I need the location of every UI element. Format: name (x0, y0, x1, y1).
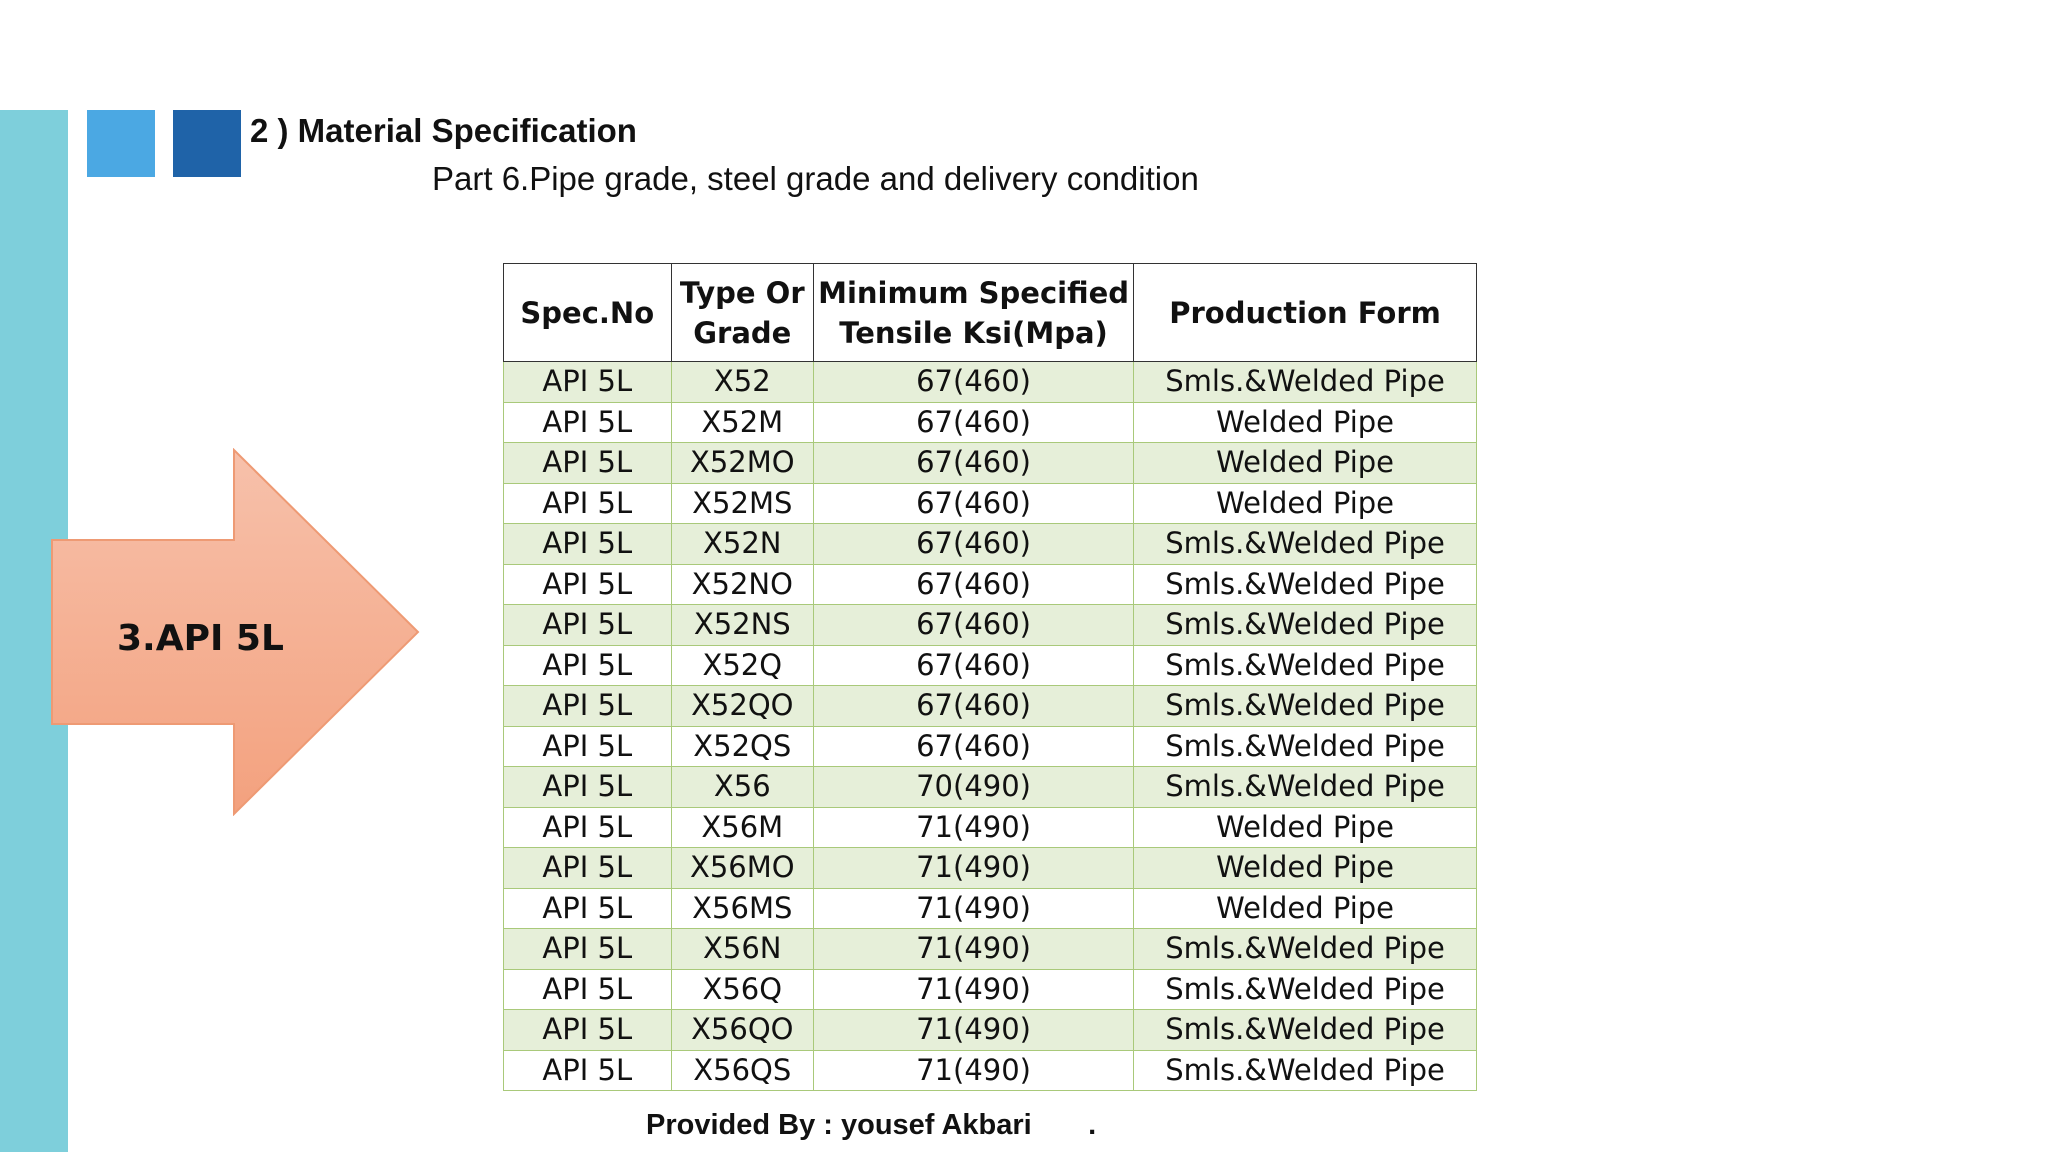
cell-spec: API 5L (504, 686, 672, 727)
table-row (504, 969, 1477, 1010)
header-grade-line2: Grade (693, 315, 792, 350)
table-row (504, 686, 1477, 727)
cell-production-form: Welded Pipe (1134, 888, 1477, 929)
cell-grade: X52QS (671, 726, 813, 767)
cell-production-form: Welded Pipe (1134, 483, 1477, 524)
cell-grade: X52MS (671, 483, 813, 524)
table-row (504, 362, 1477, 403)
cell-production-form: Smls.&Welded Pipe (1134, 1050, 1477, 1091)
cell-spec: API 5L (504, 564, 672, 605)
cell-spec: API 5L (504, 929, 672, 970)
cell-grade: X56QO (671, 1010, 813, 1051)
cell-spec: API 5L (504, 524, 672, 565)
table-row (504, 888, 1477, 929)
header-tensile (814, 264, 1134, 362)
header-production-form (1134, 264, 1477, 362)
header-grade (671, 264, 813, 362)
cell-production-form: Smls.&Welded Pipe (1134, 605, 1477, 646)
cell-tensile: 67(460) (814, 726, 1134, 767)
cell-tensile: 71(490) (814, 969, 1134, 1010)
header-tensile-line2: Tensile Ksi(Mpa) (839, 315, 1108, 350)
cell-grade: X52Q (671, 645, 813, 686)
cell-production-form: Smls.&Welded Pipe (1134, 969, 1477, 1010)
cell-spec: API 5L (504, 726, 672, 767)
cell-grade: X56QS (671, 1050, 813, 1091)
cell-grade: X56M (671, 807, 813, 848)
cell-grade: X56 (671, 767, 813, 808)
table-row (504, 848, 1477, 889)
cell-tensile: 67(460) (814, 524, 1134, 565)
cell-tensile: 67(460) (814, 686, 1134, 727)
table-row (504, 402, 1477, 443)
cell-production-form: Smls.&Welded Pipe (1134, 726, 1477, 767)
cell-grade: X56MS (671, 888, 813, 929)
cell-spec: API 5L (504, 1050, 672, 1091)
cell-spec: API 5L (504, 362, 672, 403)
cell-spec: API 5L (504, 1010, 672, 1051)
cell-spec: API 5L (504, 767, 672, 808)
cell-tensile: 67(460) (814, 443, 1134, 484)
table-row (504, 726, 1477, 767)
cell-tensile: 71(490) (814, 888, 1134, 929)
cell-tensile: 67(460) (814, 483, 1134, 524)
cell-grade: X56N (671, 929, 813, 970)
header-grade-line1: Type Or (679, 275, 805, 310)
cell-spec: API 5L (504, 888, 672, 929)
accent-square-light (87, 110, 155, 177)
table-row (504, 524, 1477, 565)
cell-tensile: 71(490) (814, 1050, 1134, 1091)
cell-spec: API 5L (504, 807, 672, 848)
cell-spec: API 5L (504, 483, 672, 524)
cell-grade: X52MO (671, 443, 813, 484)
accent-square-dark (173, 110, 241, 177)
cell-production-form: Smls.&Welded Pipe (1134, 767, 1477, 808)
footer-credit: Provided By : yousef Akbari . (646, 1109, 1097, 1141)
cell-tensile: 71(490) (814, 929, 1134, 970)
cell-spec: API 5L (504, 402, 672, 443)
cell-tensile: 70(490) (814, 767, 1134, 808)
cell-production-form: Smls.&Welded Pipe (1134, 686, 1477, 727)
table-row (504, 1050, 1477, 1091)
cell-tensile: 67(460) (814, 402, 1134, 443)
cell-production-form: Welded Pipe (1134, 807, 1477, 848)
table-row (504, 605, 1477, 646)
cell-grade: X52 (671, 362, 813, 403)
cell-production-form: Welded Pipe (1134, 443, 1477, 484)
table-header-row (504, 264, 1477, 362)
cell-production-form: Smls.&Welded Pipe (1134, 524, 1477, 565)
cell-tensile: 71(490) (814, 848, 1134, 889)
cell-production-form: Smls.&Welded Pipe (1134, 645, 1477, 686)
cell-production-form: Smls.&Welded Pipe (1134, 1010, 1477, 1051)
cell-tensile: 67(460) (814, 645, 1134, 686)
cell-tensile: 67(460) (814, 564, 1134, 605)
cell-grade: X56Q (671, 969, 813, 1010)
cell-spec: API 5L (504, 645, 672, 686)
cell-spec: API 5L (504, 969, 672, 1010)
cell-tensile: 67(460) (814, 362, 1134, 403)
header-production-form-label: Production Form (1169, 295, 1441, 330)
header-spec-no (504, 264, 672, 362)
cell-production-form: Smls.&Welded Pipe (1134, 929, 1477, 970)
cell-spec: API 5L (504, 848, 672, 889)
grade-table (503, 263, 1477, 1091)
cell-production-form: Smls.&Welded Pipe (1134, 362, 1477, 403)
header-tensile-line1: Minimum Specified (818, 275, 1130, 310)
cell-production-form: Welded Pipe (1134, 848, 1477, 889)
cell-grade: X52QO (671, 686, 813, 727)
cell-tensile: 71(490) (814, 1010, 1134, 1051)
cell-grade: X52NS (671, 605, 813, 646)
arrow-label: 3.API 5L (117, 618, 284, 659)
cell-grade: X56MO (671, 848, 813, 889)
table-row (504, 1010, 1477, 1051)
cell-spec: API 5L (504, 605, 672, 646)
table-row (504, 807, 1477, 848)
table-row (504, 443, 1477, 484)
table-row (504, 564, 1477, 605)
table-row (504, 767, 1477, 808)
cell-spec: API 5L (504, 443, 672, 484)
slide-subtitle: Part 6.Pipe grade, steel grade and delivery condition (432, 160, 1199, 197)
cell-grade: X52NO (671, 564, 813, 605)
slide-title: 2 ) Material Specification (250, 112, 637, 149)
header-spec-no-label: Spec.No (520, 295, 655, 330)
cell-production-form: Smls.&Welded Pipe (1134, 564, 1477, 605)
cell-tensile: 71(490) (814, 807, 1134, 848)
cell-tensile: 67(460) (814, 605, 1134, 646)
table-row (504, 645, 1477, 686)
table-body (504, 362, 1477, 1091)
cell-production-form: Welded Pipe (1134, 402, 1477, 443)
table-row (504, 929, 1477, 970)
cell-grade: X52M (671, 402, 813, 443)
table-row (504, 483, 1477, 524)
cell-grade: X52N (671, 524, 813, 565)
